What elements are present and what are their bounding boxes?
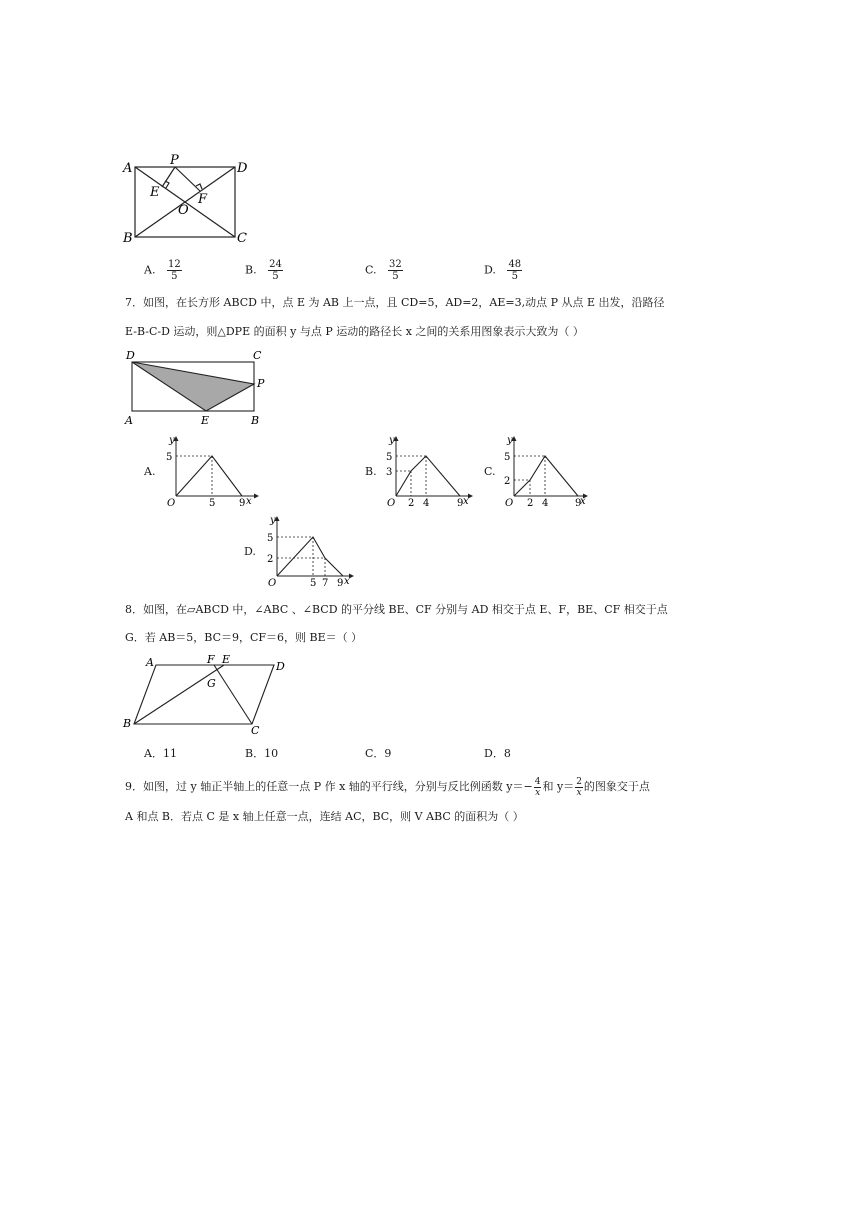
fig8-label-A: A: [146, 656, 154, 669]
graph-d-y-tick-5: 5: [267, 533, 274, 544]
q6-option-d[interactable]: D. $\frac{48}{5}$: [484, 259, 522, 282]
graph-a-x-axis: x: [246, 496, 252, 507]
fig6-label-B: B: [123, 231, 133, 246]
fig6-label-E: E: [150, 185, 160, 200]
q8-parallelogram-figure: [118, 653, 296, 739]
fig6-label-O: O: [178, 203, 189, 218]
q7-option-a-label[interactable]: A.: [144, 465, 156, 478]
q7-question-line2: E-B-C-D 运动，则△DPE 的面积 y 与点 P 运动的路径长 x 之间的关系用图象表示大致为（ ）: [125, 325, 584, 338]
q9-question-line2: A 和点 B．若点 C 是 x 轴上任意一点，连结 AC，BC，则 V ABC 的面积为（ ）: [125, 810, 524, 823]
graph-c-x-axis: x: [580, 496, 586, 507]
graph-d-x-tick-5: 5: [310, 578, 317, 589]
q7-option-d-label[interactable]: D.: [244, 545, 256, 558]
q9-question-line1: [125, 776, 650, 798]
fig8-label-G: G: [207, 677, 216, 690]
q9-line1-part-c: 的图象交于点: [583, 780, 650, 793]
q7-rectangle-figure: [122, 348, 268, 428]
q7-option-c-label[interactable]: C.: [484, 465, 496, 478]
fig7-label-E: E: [201, 414, 210, 427]
graph-b-y-tick-3: 3: [386, 467, 393, 478]
q8-option-b[interactable]: B．10: [245, 747, 279, 760]
fig6-label-F: F: [198, 192, 208, 207]
fig8-label-F: F: [207, 653, 215, 666]
q7-question-line1: 7．如图，在长方形 ABCD 中，点 E 为 AB 上一点，且 CD=5，AD=2，AE=3,动点 P 从点 E 出发，沿路径: [125, 296, 665, 309]
fig6-label-P: P: [170, 153, 179, 168]
graph-c-x-tick-2: 2: [527, 498, 534, 509]
graph-c-x-tick-4: 4: [542, 498, 549, 509]
q9-line1-part-a: 9．如图，过 y 轴正半轴上的任意一点 P 作 x 轴的平行线，分别与反比例函数 y＝−: [125, 780, 533, 793]
graph-c-y-tick-5: 5: [504, 452, 511, 463]
graph-c-x-tick-9: 9: [575, 498, 582, 509]
q8-question-line2: G．若 AB＝5，BC＝9，CF＝6，则 BE＝（ ）: [125, 631, 363, 644]
fig6-label-C: C: [237, 231, 247, 246]
graph-d-y-tick-2: 2: [267, 554, 274, 565]
graph-c-origin: O: [505, 498, 514, 509]
graph-d-x-tick-7: 7: [322, 578, 329, 589]
q7-graph-a[interactable]: [160, 434, 260, 510]
graph-c-y-tick-2: 2: [504, 476, 511, 487]
graph-a-x-tick-5: 5: [209, 498, 216, 509]
q8-option-c[interactable]: C．9: [365, 747, 392, 760]
fig8-label-B: B: [123, 717, 132, 730]
q6-rectangle-figure: [118, 150, 258, 248]
fig7-label-D: D: [126, 349, 135, 362]
graph-b-x-tick-9: 9: [457, 498, 464, 509]
graph-d-x-axis: x: [344, 576, 350, 587]
graph-d-origin: O: [268, 578, 277, 589]
graph-b-y-tick-5: 5: [386, 452, 393, 463]
fig7-label-C: C: [253, 349, 262, 362]
graph-a-y-axis: y: [169, 435, 175, 446]
graph-a-x-tick-9: 9: [239, 498, 246, 509]
graph-b-y-axis: y: [389, 435, 395, 446]
fig7-label-P: P: [257, 377, 265, 390]
q7-graph-d[interactable]: [261, 514, 361, 590]
q8-option-a[interactable]: A．11: [144, 747, 177, 760]
q6-option-a[interactable]: A. $\frac{12}{5}$: [144, 259, 181, 282]
fig8-label-C: C: [251, 724, 260, 737]
fig6-label-D: D: [237, 161, 248, 176]
fig8-label-D: D: [276, 660, 285, 673]
q9-fraction-2-over-x: $\frac{2}{x}$: [576, 776, 582, 798]
q7-graph-c[interactable]: [498, 434, 598, 510]
graph-a-origin: O: [167, 498, 176, 509]
q7-graph-b[interactable]: [380, 434, 480, 510]
graph-c-y-axis: y: [507, 435, 513, 446]
graph-b-origin: O: [387, 498, 396, 509]
graph-a-y-tick-5: 5: [166, 452, 173, 463]
q7-option-b-label[interactable]: B.: [365, 465, 377, 478]
q8-option-d[interactable]: D．8: [484, 747, 511, 760]
fig8-label-E: E: [222, 653, 231, 666]
q9-fraction-4-over-x: $\frac{4}{x}$: [534, 776, 541, 798]
q6-option-c[interactable]: C. $\frac{32}{5}$: [365, 259, 402, 282]
fig7-label-B: B: [251, 414, 260, 427]
graph-d-x-tick-9: 9: [337, 578, 344, 589]
graph-d-y-axis: y: [270, 515, 276, 526]
q9-line1-part-b: 和 y＝: [542, 780, 575, 793]
q6-option-b[interactable]: B. $\frac{24}{5}$: [245, 259, 282, 282]
q8-question-line1: 8．如图，在▱ABCD 中，∠ABC 、∠BCD 的平分线 BE、CF 分别与 AD 相交于点 E、F，BE、CF 相交于点: [125, 603, 668, 616]
graph-b-x-tick-2: 2: [408, 498, 415, 509]
graph-b-x-tick-4: 4: [423, 498, 430, 509]
fig6-label-A: A: [123, 161, 133, 176]
graph-b-x-axis: x: [463, 496, 469, 507]
fig7-label-A: A: [125, 414, 133, 427]
